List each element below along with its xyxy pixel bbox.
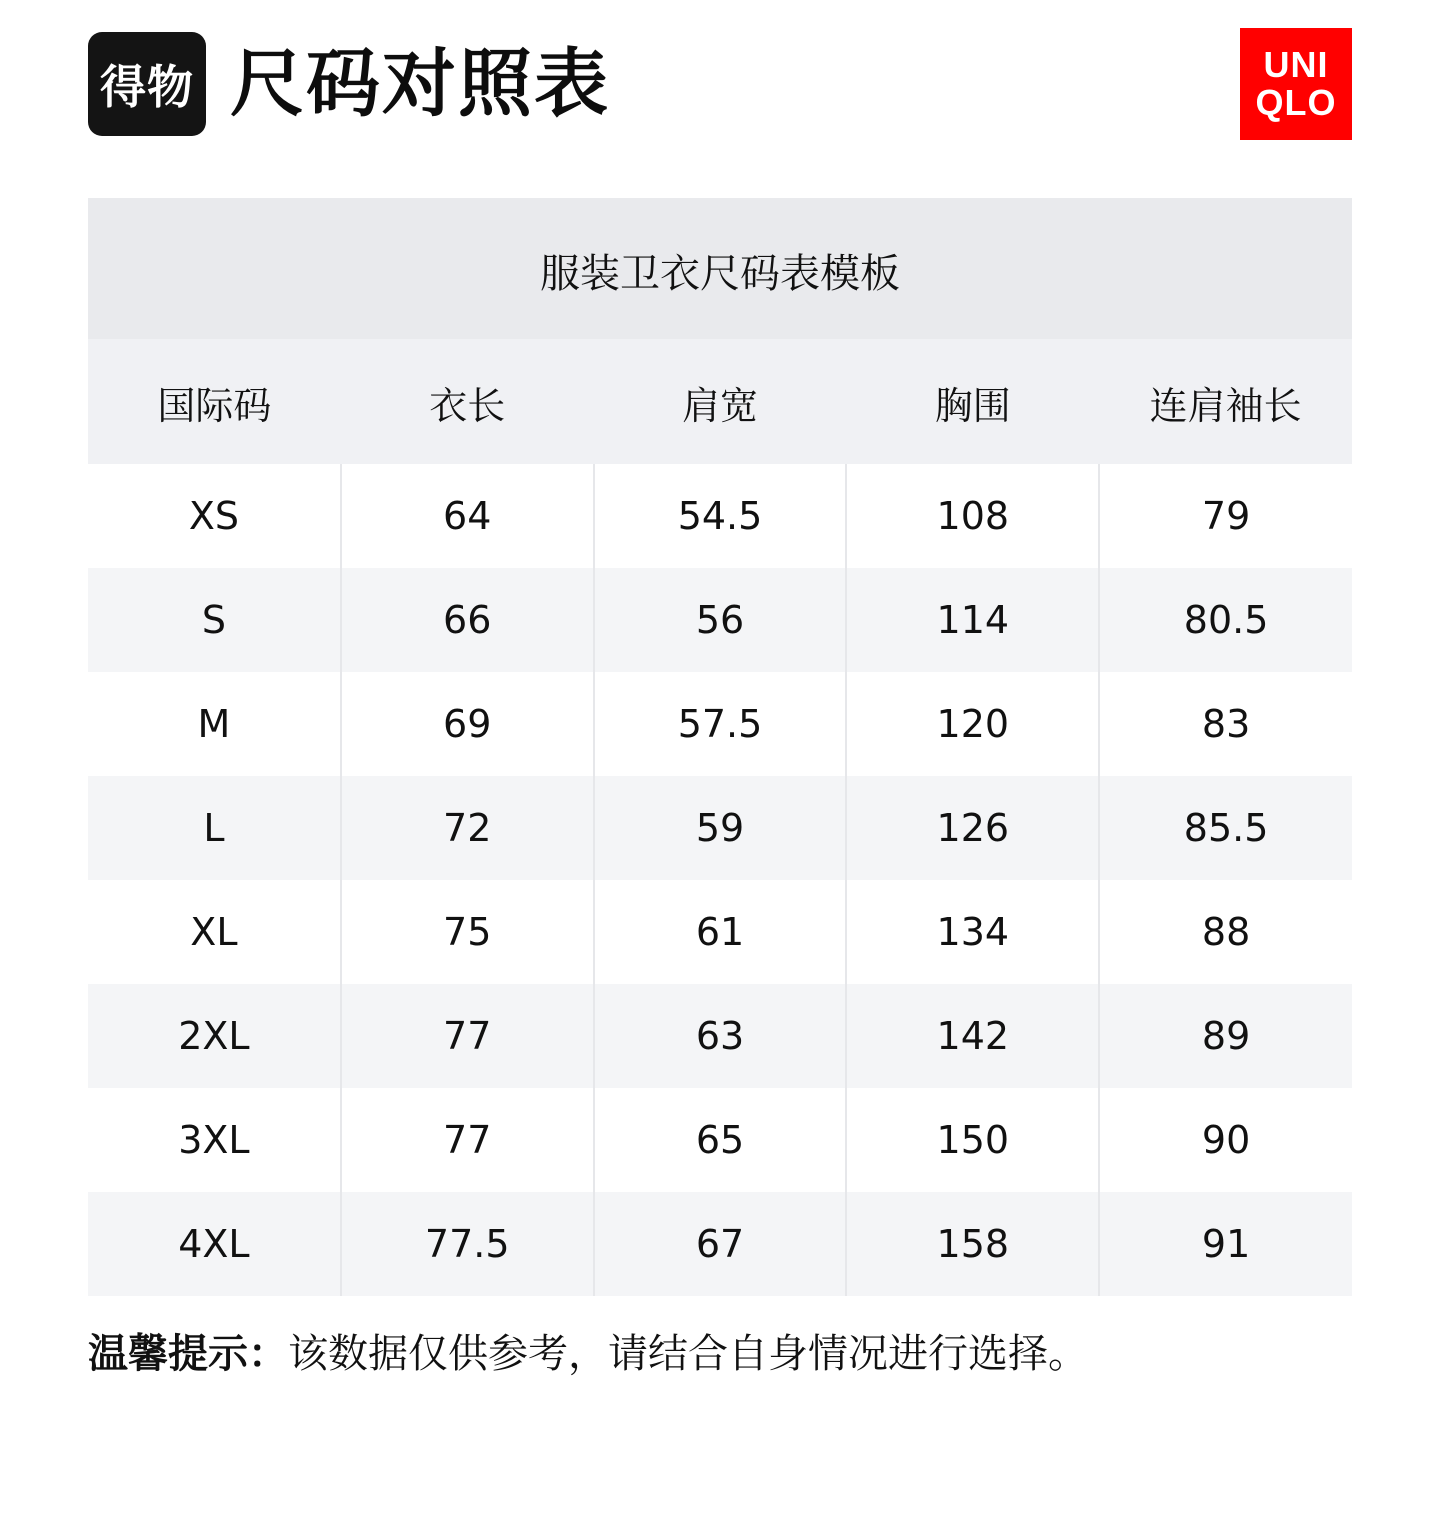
measurement-cell: 77 [341, 1088, 594, 1192]
size-table-caption: 服装卫衣尺码表模板 [88, 198, 1352, 339]
measurement-cell: 66 [341, 568, 594, 672]
measurement-cell: 150 [846, 1088, 1099, 1192]
measurement-cell: 61 [594, 880, 847, 984]
measurement-cell: 158 [846, 1192, 1099, 1296]
measurement-cell: 77 [341, 984, 594, 1088]
table-row [88, 568, 1352, 672]
table-row [88, 984, 1352, 1088]
size-table-container [88, 198, 1352, 1296]
measurement-cell: 134 [846, 880, 1099, 984]
column-header: 胸围 [846, 339, 1099, 464]
measurement-cell: 91 [1201, 1222, 1251, 1266]
table-row [88, 880, 1352, 984]
measurement-cell: 114 [846, 568, 1099, 672]
measurement-cell: 90 [1201, 1118, 1251, 1162]
size-label-cell: M [88, 672, 341, 776]
measurement-cell: 63 [594, 984, 847, 1088]
measurement-cell: 108 [846, 464, 1099, 568]
size-label-cell: S [88, 568, 341, 672]
measurement-cell: 80.5 [1183, 598, 1269, 642]
header-left-group [88, 32, 610, 136]
column-header: 连肩袖长 [1099, 339, 1352, 464]
measurement-cell: 54.5 [594, 464, 847, 568]
measurement-cell: 120 [846, 672, 1099, 776]
size-label-cell: XS [88, 464, 341, 568]
page-title: 尺码对照表 [230, 41, 610, 127]
measurement-cell: 67 [594, 1192, 847, 1296]
measurement-cell: 88 [1201, 910, 1251, 954]
size-label-cell: 3XL [88, 1088, 341, 1192]
measurement-cell: 69 [341, 672, 594, 776]
table-row [88, 464, 1352, 568]
measurement-cell: 64 [341, 464, 594, 568]
measurement-cell: 142 [846, 984, 1099, 1088]
measurement-cell: 65 [594, 1088, 847, 1192]
table-row [88, 672, 1352, 776]
measurement-cell: 77.5 [341, 1192, 594, 1296]
measurement-cell: 57.5 [594, 672, 847, 776]
size-table-body [88, 464, 1352, 1296]
size-table-head [88, 339, 1352, 464]
uniqlo-logo-line2: QLO [1255, 82, 1337, 123]
measurement-cell: 75 [341, 880, 594, 984]
column-header: 肩宽 [594, 339, 847, 464]
measurement-cell: 85.5 [1183, 806, 1269, 850]
uniqlo-logo [1240, 28, 1352, 140]
measurement-cell: 126 [846, 776, 1099, 880]
column-header: 衣长 [341, 339, 594, 464]
measurement-cell: 72 [341, 776, 594, 880]
measurement-cell: 83 [1201, 702, 1251, 746]
size-label-cell: XL [88, 880, 341, 984]
table-row [88, 776, 1352, 880]
measurement-cell: 79 [1201, 494, 1251, 538]
table-row [88, 1192, 1352, 1296]
size-label-cell: L [88, 776, 341, 880]
column-header: 国际码 [88, 339, 341, 464]
page-header [0, 0, 1440, 150]
measurement-cell: 56 [594, 568, 847, 672]
uniqlo-logo-line1: UNI [1263, 44, 1329, 86]
disclaimer-text: 该数据仅供参考，请结合自身情况进行选择。 [288, 1331, 1088, 1377]
size-label-cell: 2XL [88, 984, 341, 1088]
disclaimer-label: 温馨提示： [88, 1331, 288, 1377]
disclaimer-note [88, 1322, 1352, 1379]
table-header-row [88, 339, 1352, 464]
size-label-cell: 4XL [88, 1192, 341, 1296]
dewu-brand-badge: 得物 [88, 32, 206, 136]
size-table [88, 198, 1352, 1296]
table-row [88, 1088, 1352, 1192]
measurement-cell: 89 [1201, 1014, 1251, 1058]
measurement-cell: 59 [594, 776, 847, 880]
